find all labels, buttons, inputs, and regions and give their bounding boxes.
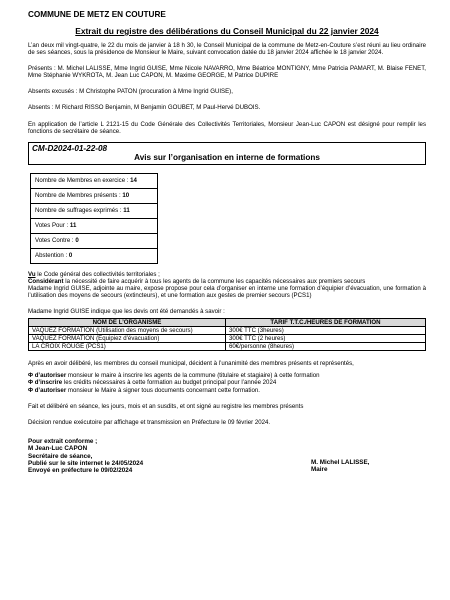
signature-left (28, 438, 143, 475)
autorisation-keyword: Φ d’autoriser (28, 386, 67, 394)
considerant-paragraph (28, 278, 426, 285)
tarif-price: 60€/personne (8heures) (226, 343, 426, 351)
absents-paragraph: Absents : M Richard RISSO Benjamin, M Benjamin GOUBET, M Paul-Hervé DUBOIS. (28, 104, 261, 112)
vote-row (31, 233, 158, 248)
vote-label: Nombre de suffrages exprimés : (35, 207, 124, 215)
executoire-paragraph: Décision rendue exécutoire par affichage et transmission en Préfecture le 09 février 2024. (28, 418, 271, 426)
mayor-name: M. Michel LALISSE, (311, 458, 370, 466)
signature-line: Secrétaire de séance, (28, 452, 93, 460)
signature-line: M Jean-Luc CAPON (28, 445, 88, 453)
vote-row (31, 173, 158, 188)
votes-table (30, 173, 158, 264)
vote-value: 0 (75, 237, 79, 245)
vu-text: le Code général des collectivités territoriales ; (35, 270, 160, 278)
excuses-paragraph: Absents excusés : M Christophe PATON (procuration à Mme Ingrid GUISE), (28, 88, 233, 96)
tarif-organisme: VAQUEZ FORMATION (Equipiez d’évacuation) (29, 335, 226, 343)
tarif-header-organisme: NOM DE L’ORGANISME (29, 319, 226, 327)
autorisation-text: monsieur le Maire à signer tous documents concernant cette formation. (66, 386, 260, 394)
devis-intro: Madame Ingrid GUISE indique que les devis ont été demandés à savoir : (28, 308, 225, 316)
vote-label: Votes Pour : (35, 222, 70, 230)
vote-label: Abstention : (35, 252, 69, 260)
autorisation-item (28, 372, 426, 379)
tarif-organisme: VAQUEZ FORMATION (Utilisation des moyens de secours) (29, 327, 226, 335)
document-page (28, 10, 426, 482)
signature-right (311, 459, 369, 474)
deliberation-box (28, 142, 426, 165)
signature-block (28, 438, 426, 482)
vote-value: 10 (122, 192, 130, 200)
decision-paragraph: Après en avoir délibéré, les membres du conseil municipal, décident à l’unanimité des membres présents et représentés, (28, 360, 354, 368)
tarif-row (29, 335, 426, 343)
tarif-table (28, 318, 426, 351)
autorisation-keyword: Φ d’autoriser (28, 372, 67, 380)
mayor-title: Maire (311, 466, 328, 474)
tarif-header-tarif: TARIF T.T.C./HEURES DE FORMATION (226, 319, 426, 327)
signature-line: Envoyé en préfecture le 09/02/2024 (28, 467, 133, 475)
tarif-organisme: LA CROIX ROUGE (PCS1) (29, 343, 226, 351)
autorisation-keyword: Φ d’inscrire (28, 379, 63, 387)
vote-row (31, 188, 158, 203)
tarif-header-row (29, 319, 426, 327)
deliberation-ref: CM-D2024-01-22-08 (32, 143, 108, 153)
autorisation-item (28, 387, 426, 394)
expose-paragraph: Madame Ingrid GUISE, adjointe au maire, expose propose pour cela d’organiser en interne une formation d’équipier d’évacuation, une formation à l’utilisation des moyens de secours (extincteurs), et une formation aux gestes de premier secours (PCS1) (28, 284, 426, 300)
vote-label: Nombre de Membres en exercice : (35, 177, 131, 185)
commune-name: COMMUNE DE METZ EN COUTURE (28, 10, 166, 19)
autorisation-text: les crédits nécessaires à cette formation au budget principal pour l’année 2024 (62, 379, 277, 387)
tarif-price: 300€ TTC (2 heures) (226, 335, 426, 343)
vote-label: Nombre de Membres présents : (35, 192, 123, 200)
vote-value: 14 (130, 177, 137, 185)
signature-line: Pour extrait conforme ; (28, 437, 98, 445)
vote-label: Votes Contre : (35, 237, 76, 245)
considerant-text: la nécessité de faire acquérir à tous les agents de la commune les capacités nécessaires aux premiers secours (63, 277, 366, 285)
vote-value: 11 (123, 207, 130, 215)
document-title: Extrait du registre des délibérations du Conseil Municipal du 22 janvier 2024 (75, 26, 379, 36)
vote-value: 0 (68, 252, 73, 260)
autorisation-text: monsieur le maire à inscrire les agents de la commune (titulaire et stagiaire) à cette formation (66, 372, 320, 380)
vote-row (31, 248, 158, 263)
vote-row (31, 218, 158, 233)
secretaire-paragraph: En application de l’article L 2121-15 du Code Générale des Collectivités Territoriales, Monsieur Jean-Luc CAPON est désigné pour remplir les fonctions de secrétaire de séance. (28, 120, 426, 135)
tarif-row (29, 343, 426, 351)
autorisation-item (28, 379, 426, 386)
vu-keyword: Vu (28, 270, 36, 278)
tarif-row (29, 327, 426, 335)
considerant-keyword: Considérant (28, 277, 64, 285)
deliberation-subject: Avis sur l’organisation en interne de formations (134, 152, 320, 162)
vote-value: 11 (69, 222, 77, 230)
signature-line: Publié sur le site internet le 24/05/2024 (28, 460, 144, 467)
tarif-price: 300€ TTC (3heures) (226, 327, 426, 335)
intro-paragraph: L’an deux mil vingt-quatre, le 22 du mois de janvier à 18 h 30, le Conseil Municipal de la commune de Metz-en-Couture s’est réuni au lieu ordinaire de ses séances, sous la présidence de Monsieur le Maire, suivant convocation datée du 18 janvier 2024 affichée le 18 janvier 2024. (28, 42, 426, 57)
vote-row (31, 203, 158, 218)
closing-paragraph: Fait et délibéré en séance, les jours, mois et an susdits, et ont signé au registre les membres présents (28, 402, 304, 410)
presents-paragraph: Présents : M. Michel LALISSE, Mme Ingrid GUISE, Mme Nicole NAVARRO, Mme Béatrice MONTIGNY, Mme Patricia PAMART, M. Blaise FENET, Mme Stéphanie WYKROTA, M. Jean Luc CAPON, M. Maxime GEORGE, M Patrice DUPIRE (28, 65, 426, 80)
vu-paragraph (28, 271, 426, 278)
